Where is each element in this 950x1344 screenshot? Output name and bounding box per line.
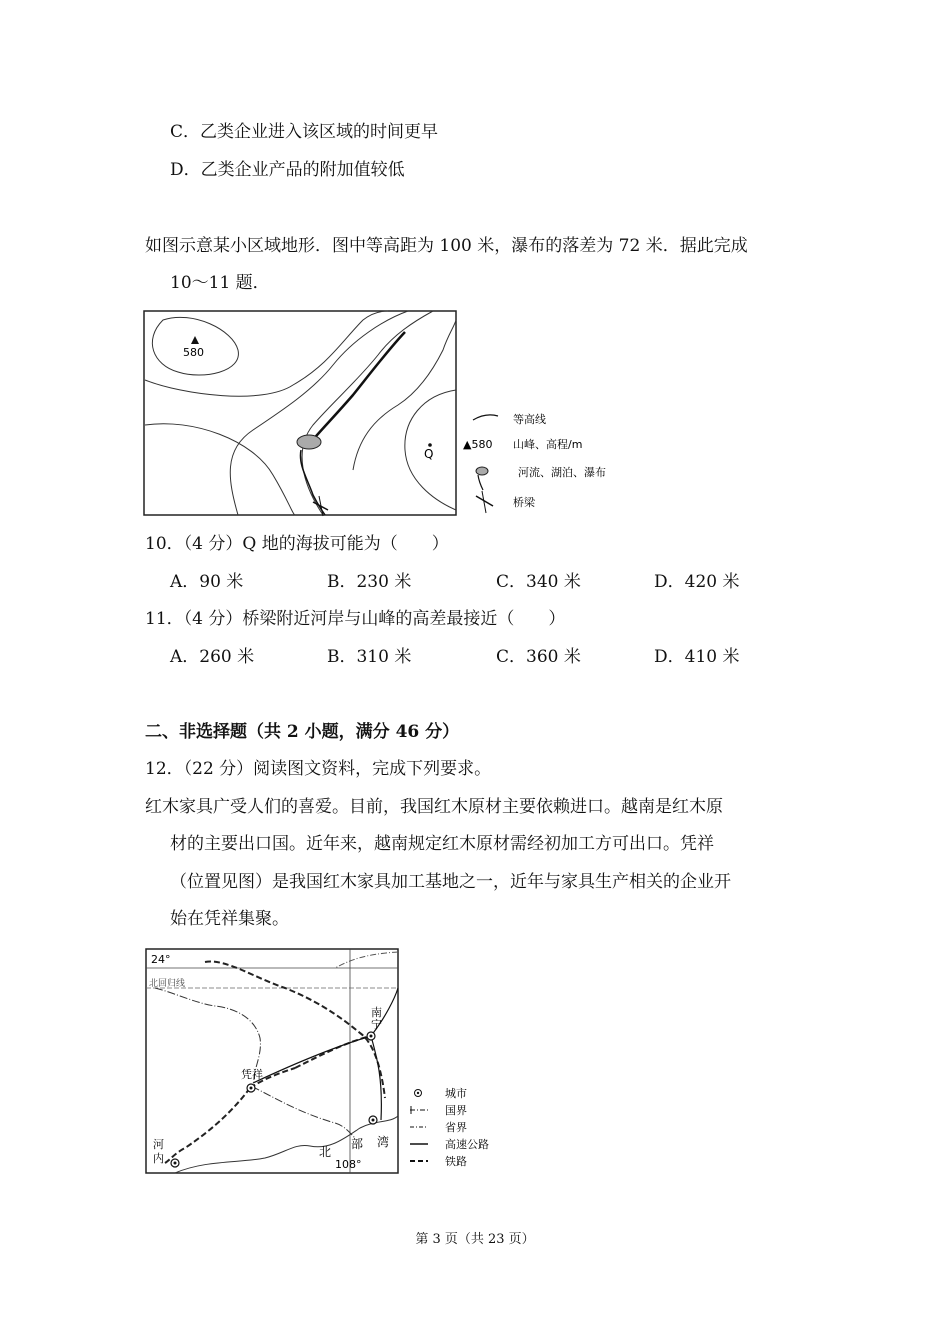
- point-q-label: Q: [424, 447, 434, 461]
- legend-railway: 铁路: [445, 1155, 467, 1168]
- legend-city: 城市: [445, 1087, 467, 1100]
- region-map-legend: [410, 1087, 489, 1168]
- tropic-label: 北回归线: [149, 979, 186, 989]
- contour-map-figure: [143, 310, 643, 524]
- legend-contour: 等高线: [513, 413, 546, 426]
- q11-option-d[interactable]: D．410 米: [654, 647, 740, 667]
- q10-option-b[interactable]: B．230 米: [327, 572, 412, 592]
- option-c-prev: C．乙类企业进入该区域的时间更早: [170, 122, 439, 142]
- q11-option-b[interactable]: B．310 米: [327, 647, 412, 667]
- legend-highway: 高速公路: [445, 1138, 489, 1151]
- nanning-label-2: 宁: [371, 1018, 382, 1031]
- legend-provincial: 省界: [445, 1121, 467, 1134]
- hanoi-label-2: 内: [153, 1152, 164, 1165]
- section-heading: 二、非选择题（共 2 小题，满分 46 分）: [145, 722, 460, 742]
- q10-stem: 10．（4 分）Q 地的海拔可能为（ ）: [145, 534, 449, 554]
- legend-water: 河流、湖泊、瀑布: [518, 466, 606, 479]
- legend-peak: 山峰、高程/m: [513, 438, 583, 451]
- legend-national: 国界: [445, 1104, 467, 1117]
- option-d-prev: D．乙类企业产品的附加值较低: [170, 160, 405, 180]
- region-map: [145, 948, 515, 1178]
- beibu-label-2: 部: [351, 1137, 364, 1151]
- q10-option-d[interactable]: D．420 米: [654, 572, 740, 592]
- q12-para-line-1: 红木家具广受人们的喜爱。目前，我国红木原材主要依赖进口。越南是红木原: [145, 797, 723, 817]
- region-map-figure: [145, 948, 515, 1182]
- hanoi-label-1: 河: [153, 1138, 164, 1151]
- peak-label: 580: [183, 346, 204, 359]
- beibu-label-1: 北: [319, 1145, 332, 1159]
- q12-para-line-3: （位置见图）是我国红木家具加工基地之一，近年与家具生产相关的企业开: [170, 872, 731, 892]
- contour-map-legend: [463, 412, 606, 513]
- nanning-label-1: 南: [371, 1006, 382, 1019]
- q11-stem: 11．（4 分）桥梁附近河岸与山峰的高差最接近（ ）: [145, 609, 566, 629]
- beibu-label-3: 湾: [377, 1135, 390, 1149]
- latitude-label: 24°: [151, 953, 171, 966]
- legend-peak-value: ▲580: [463, 438, 493, 451]
- q10-option-a[interactable]: A．90 米: [170, 572, 244, 592]
- pingxiang-label: 凭祥: [241, 1068, 263, 1081]
- longitude-label: 108°: [335, 1158, 362, 1171]
- q11-option-a[interactable]: A．260 米: [170, 647, 255, 667]
- q10-option-c[interactable]: C．340 米: [496, 572, 581, 592]
- q12-para-line-4: 始在凭祥集聚。: [170, 909, 289, 929]
- intro-line-1: 如图示意某小区域地形．图中等高距为 100 米，瀑布的落差为 72 米．据此完成: [145, 236, 748, 256]
- legend-bridge: 桥梁: [513, 496, 535, 509]
- q11-option-c[interactable]: C．360 米: [496, 647, 581, 667]
- q12-para-line-2: 材的主要出口国。近年来，越南规定红木原材需经初加工方可出口。凭祥: [170, 834, 714, 854]
- contour-map: [143, 310, 643, 520]
- intro-line-2: 10～11 题．: [170, 273, 270, 293]
- page-footer: 第 3 页（共 23 页）: [415, 1232, 535, 1247]
- q12-stem: 12．（22 分）阅读图文资料，完成下列要求。: [145, 759, 492, 779]
